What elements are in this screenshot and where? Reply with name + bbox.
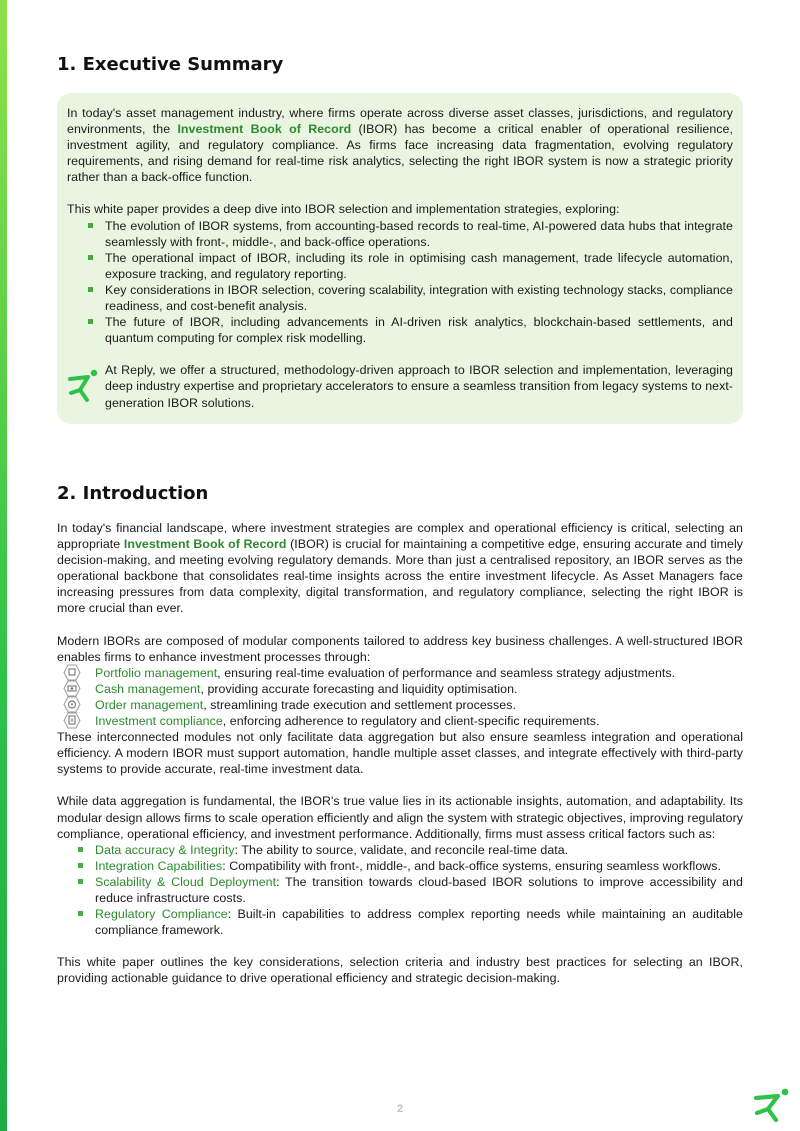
factor-term: Data accuracy & Integrity [95,842,235,857]
summary-paragraph-1 [67,105,733,185]
factor-desc: : The transition towards cloud-based IBOR solutions to improve accessibility and reduce infrastructure costs. [95,874,743,905]
factor-desc: : The ability to source, validate, and reconcile real-time data. [234,842,569,857]
list-item: The evolution of IBOR systems, from accounting-based records to real-time, AI-powered data hubs that integrate seamlessly with front-, middle-, and back-office operations. [105,218,733,249]
summary-closing [67,362,733,410]
intro-paragraph-3: These interconnected modules not only facilitate data aggregation but also ensure seamless integration and operational efficiency. A modern IBOR must support automation, handle multiple asset classes, and integrate effectively with third-party systems to provide accurate, real-time investment data. [57,730,743,777]
compliance-icon [63,712,81,729]
factor-term: Scalability & Cloud Deployment [95,874,277,889]
text-run: In today's financial landscape, where investment strategies are complex and operational efficiency is critical, selecting an appropriate [57,521,743,552]
list-item [95,713,743,729]
list-item [95,697,743,713]
list-item [95,874,743,906]
factor-desc: : Built-in capabilities to address complex reporting needs while maintaining an auditable compliance framework. [95,907,743,938]
list-item [95,842,743,858]
module-desc: , ensuring real-time evaluation of performance and seamless strategy adjustments. [217,665,676,680]
list-item [95,858,743,874]
factor-list [57,842,743,939]
module-term: Portfolio management [95,665,218,680]
factor-desc: : Compatibility with front-, middle-, and back-office systems, ensuring seamless workflows. [222,858,721,873]
summary-closing-text: At Reply, we offer a structured, methodology-driven approach to IBOR selection and implementation, leveraging deep industry expertise and proprietary accelerators to ensure a seamless transition from legacy systems to next-generation IBOR solutions. [105,363,733,410]
summary-bullet-list [67,218,733,347]
list-item [95,906,743,938]
runner-logo-icon [752,1087,790,1123]
module-list [57,665,743,729]
list-item [95,681,743,697]
module-desc: , streamlining trade execution and settlement processes. [203,697,516,712]
text-run: (IBOR) is crucial for maintaining a competitive edge, ensuring accurate and timely decision-making, and meeting evolving regulatory demands. More than just a centralised repository, an IBOR serves as the operational backbone that consolidates real-time insights across the entire investment lifecycle. As Asset Managers face increasing pressures from data complexity, digital transformation, and regulatory compliance, selecting the right IBOR is more crucial than ever. [57,537,744,616]
list-item [95,665,743,681]
introduction-body [57,520,743,986]
cash-icon [63,680,81,697]
module-term: Order management [95,697,204,712]
factor-term: Integration Capabilities [95,858,223,873]
module-desc: , providing accurate forecasting and liquidity optimisation. [200,681,518,696]
intro-paragraph-1 [57,520,743,617]
module-term: Investment compliance [95,714,223,729]
module-desc: , enforcing adherence to regulatory and client-specific requirements. [222,714,600,729]
intro-paragraph-2: Modern IBORs are composed of modular components tailored to address key business challenges. A well-structured IBOR enables firms to enhance investment processes through: [57,633,743,664]
list-item: The future of IBOR, including advancements in AI-driven risk analytics, blockchain-based settlements, and quantum computing for complex risk modelling. [105,315,733,346]
order-icon [63,696,81,713]
intro-paragraph-4: While data aggregation is fundamental, the IBOR's true value lies in its actionable insights, automation, and adaptability. Its modular design allows firms to scale operation efficiently and align the system with strategic objectives, improving regulatory compliance, operational efficiency, and investment performance. Additionally, firms must assess critical factors such as: [57,794,743,841]
intro-paragraph-5: This white paper outlines the key considerations, selection criteria and industry best practices for selecting an IBOR, providing actionable guidance to drive operational efficiency and strategic decision-making. [57,955,743,986]
list-item: Key considerations in IBOR selection, covering scalability, integration with existing technology stacks, compliance readiness, and cost-benefit analysis. [105,282,733,314]
section-title-executive-summary: 1. Executive Summary [57,54,284,75]
executive-summary-box [57,93,743,424]
module-term: Cash management [95,681,201,696]
factor-term: Regulatory Compliance [95,907,228,922]
highlight-term: Investment Book of Record [177,122,352,137]
runner-icon [67,366,99,402]
text-run: In today's asset management industry, where firms operate across diverse asset classes, jurisdictions, and regulatory environments, the [67,106,733,137]
page-number: 2 [396,1103,404,1115]
left-accent-bar [0,0,7,1131]
summary-paragraph-2: This white paper provides a deep dive into IBOR selection and implementation strategies, exploring: [67,202,620,217]
portfolio-icon [63,664,81,681]
list-item: The operational impact of IBOR, including its role in optimising cash management, trade lifecycle automation, exposure tracking, and regulatory reporting. [105,250,733,281]
highlight-term: Investment Book of Record [123,537,287,552]
section-title-introduction: 2. Introduction [57,483,209,504]
text-run: (IBOR) has become a critical enabler of operational resilience, investment agility, and regulatory compliance. As firms face increasing data fragmentation, evolving regulatory requirements, and rising demand for real-time risk analytics, selecting the right IBOR system is now a strategic priority rather than a back-office function. [67,122,733,185]
